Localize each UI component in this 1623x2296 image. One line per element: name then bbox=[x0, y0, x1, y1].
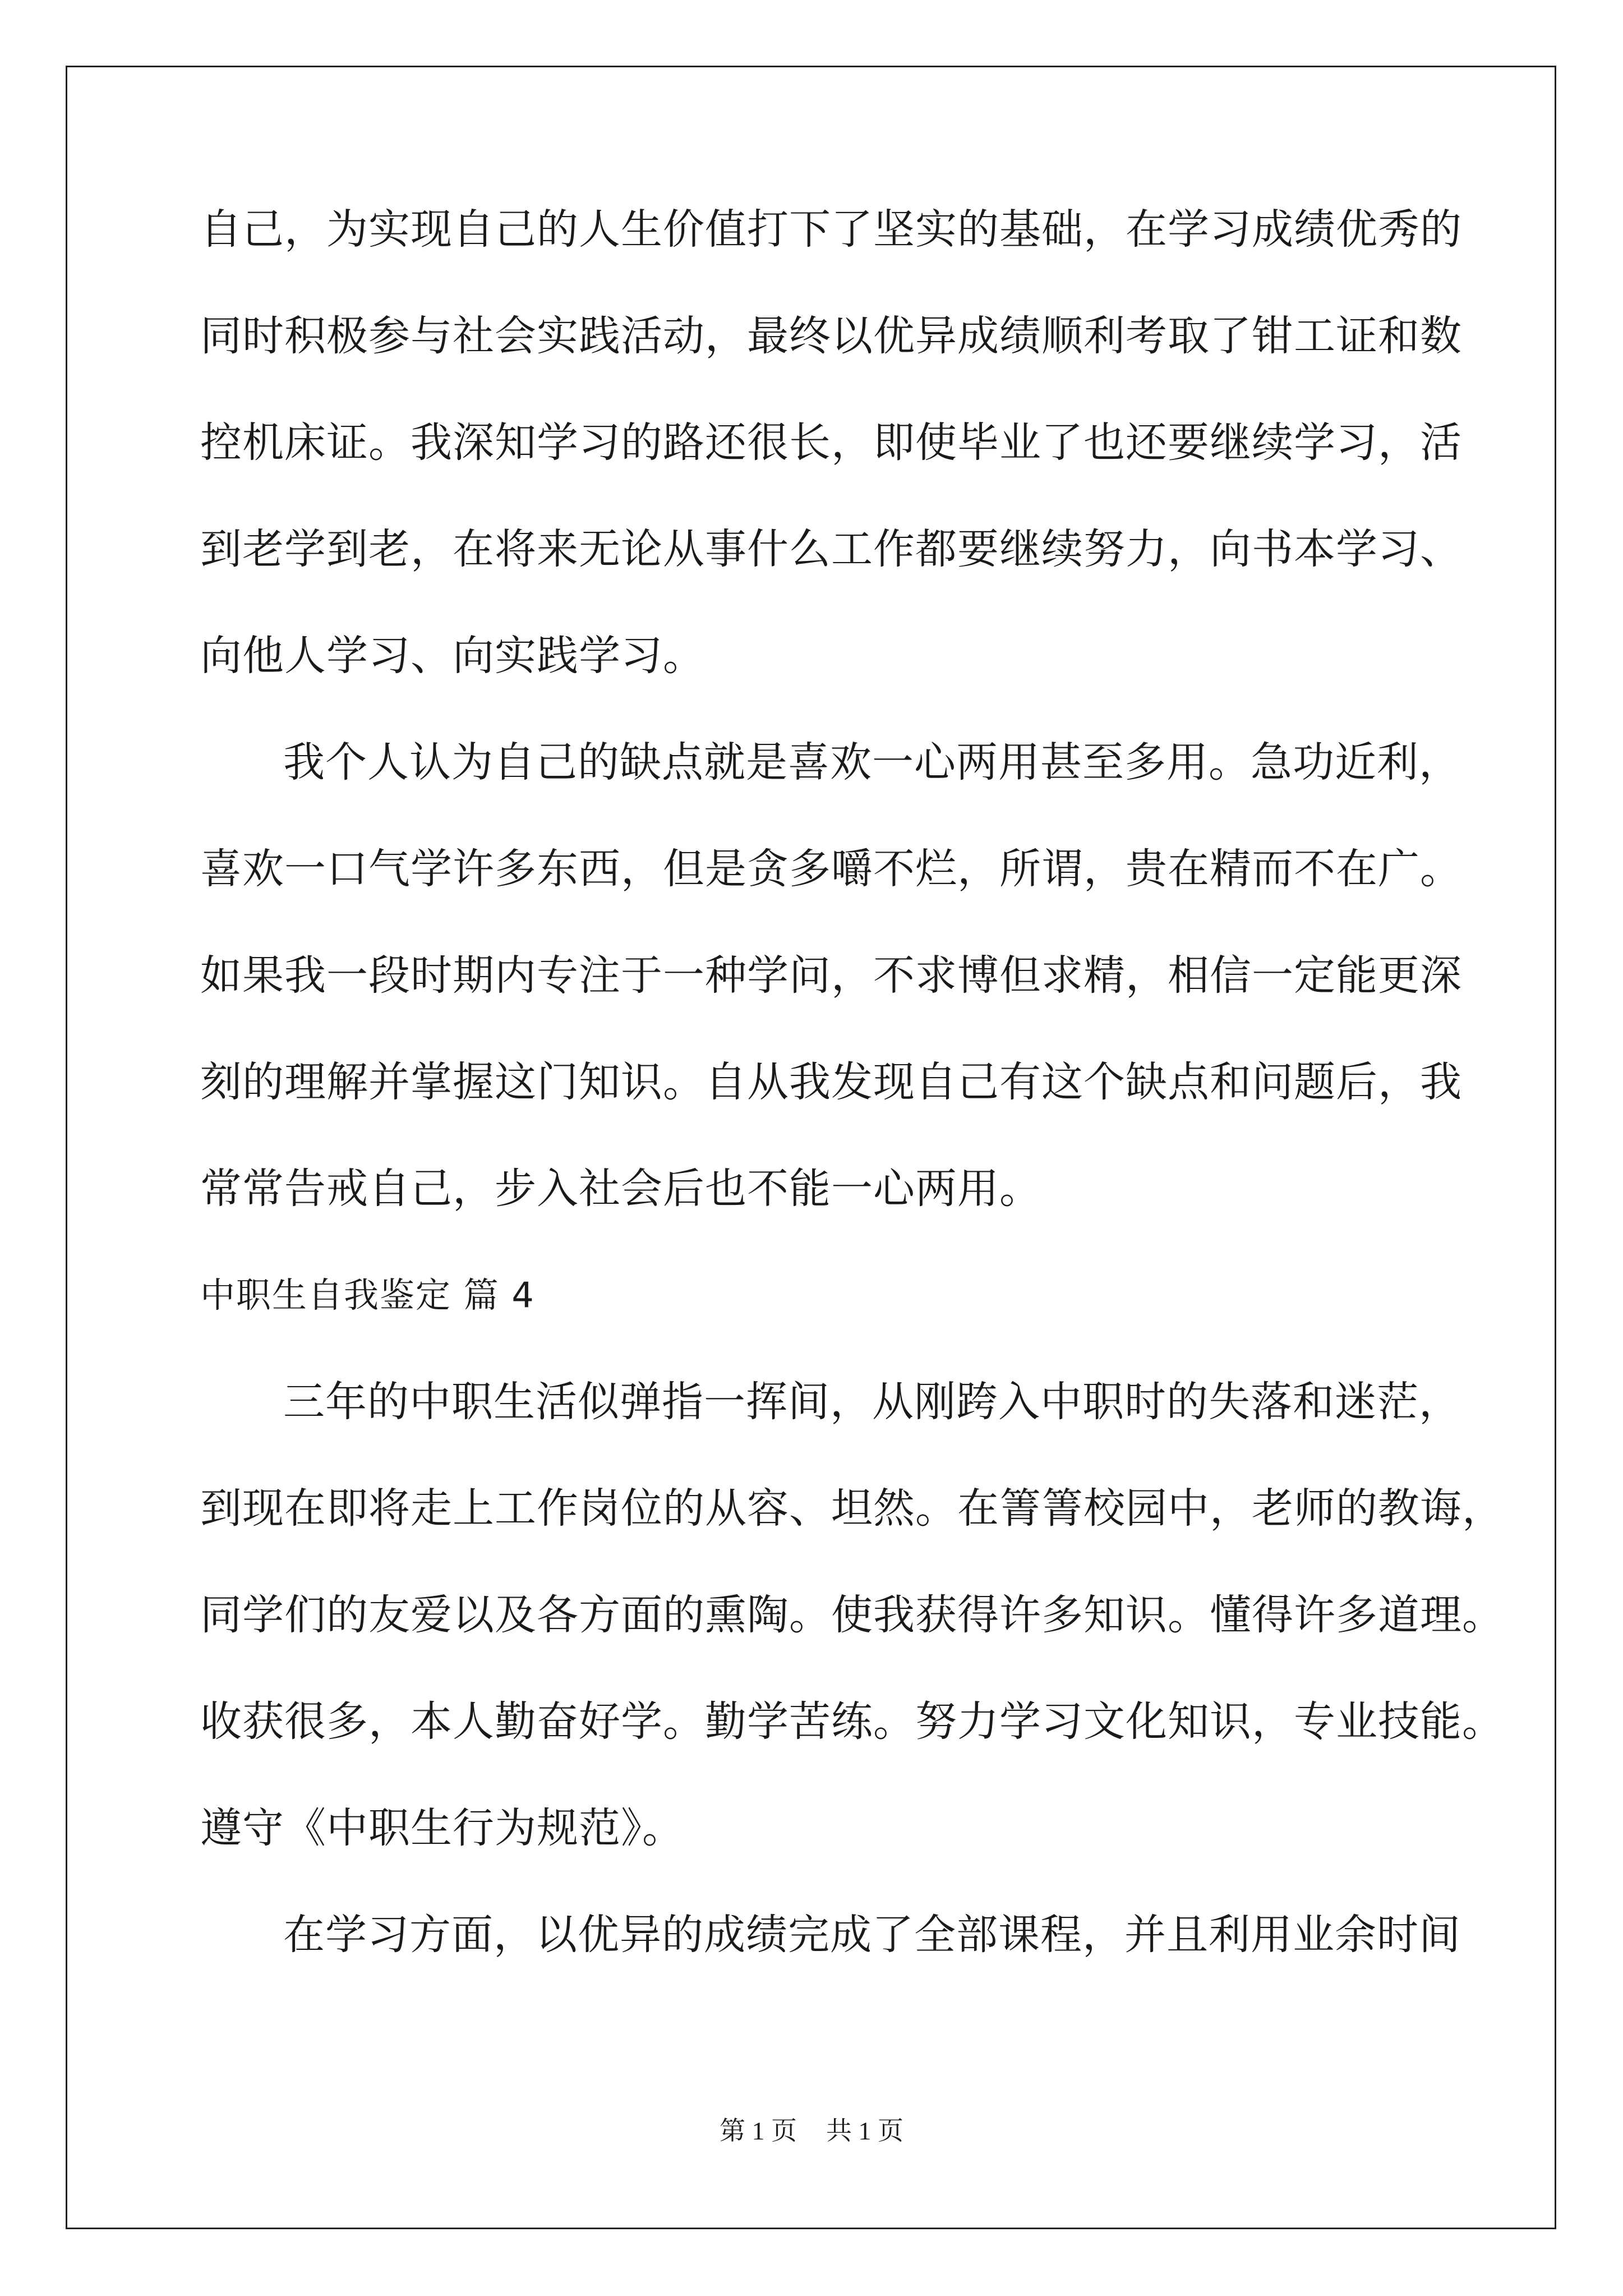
text-line: 同时积极参与社会实践活动，最终以优异成绩顺利考取了钳工证和数 bbox=[200, 312, 1462, 360]
document-body bbox=[200, 205, 1504, 2021]
text-line: 同学们的友爱以及各方面的熏陶。使我获得许多知识。懂得许多道理。 bbox=[200, 1591, 1504, 1639]
text-line: 遵守《中职生行为规范》。 bbox=[200, 1804, 684, 1852]
text-line: 如果我一段时期内专注于一种学问，不求博但求精，相信一定能更深 bbox=[200, 951, 1462, 1000]
page-total: 共 1 页 bbox=[826, 2116, 903, 2145]
text-line: 到老学到老，在将来无论从事什么工作都要继续努力，向书本学习、 bbox=[200, 525, 1462, 573]
text-line: 向他人学习、向实践学习。 bbox=[200, 632, 705, 680]
text-line: 刻的理解并掌握这门知识。自从我发现自己有这个缺点和问题后，我 bbox=[200, 1058, 1462, 1106]
paragraph-first-line: 三年的中职生活似弹指一挥间，从刚跨入中职时的失落和迷茫， bbox=[283, 1378, 1461, 1426]
text-line: 控机床证。我深知学习的路还很长，即使毕业了也还要继续学习，活 bbox=[200, 418, 1462, 467]
section-heading: 中职生自我鉴定 篇 4 bbox=[200, 1274, 535, 1315]
text-line: 到现在即将走上工作岗位的从容、坦然。在箐箐校园中，老师的教诲， bbox=[200, 1484, 1504, 1533]
text-line: 自己，为实现自己的人生价值打下了坚实的基础，在学习成绩优秀的 bbox=[200, 205, 1462, 254]
paragraph-first-line: 我个人认为自己的缺点就是喜欢一心两用甚至多用。急功近利， bbox=[283, 738, 1461, 786]
page-footer bbox=[0, 2110, 1623, 2147]
text-line: 常常告戒自己，步入社会后也不能一心两用。 bbox=[200, 1165, 1041, 1213]
paragraph-first-line: 在学习方面，以优异的成绩完成了全部课程，并且利用业余时间 bbox=[283, 1911, 1461, 1959]
text-line: 收获很多，本人勤奋好学。勤学苦练。努力学习文化知识，专业技能。 bbox=[200, 1697, 1504, 1746]
text-line: 喜欢一口气学许多东西，但是贪多嚼不烂，所谓，贵在精而不在广。 bbox=[200, 845, 1462, 893]
page-number: 第 1 页 bbox=[720, 2116, 797, 2145]
